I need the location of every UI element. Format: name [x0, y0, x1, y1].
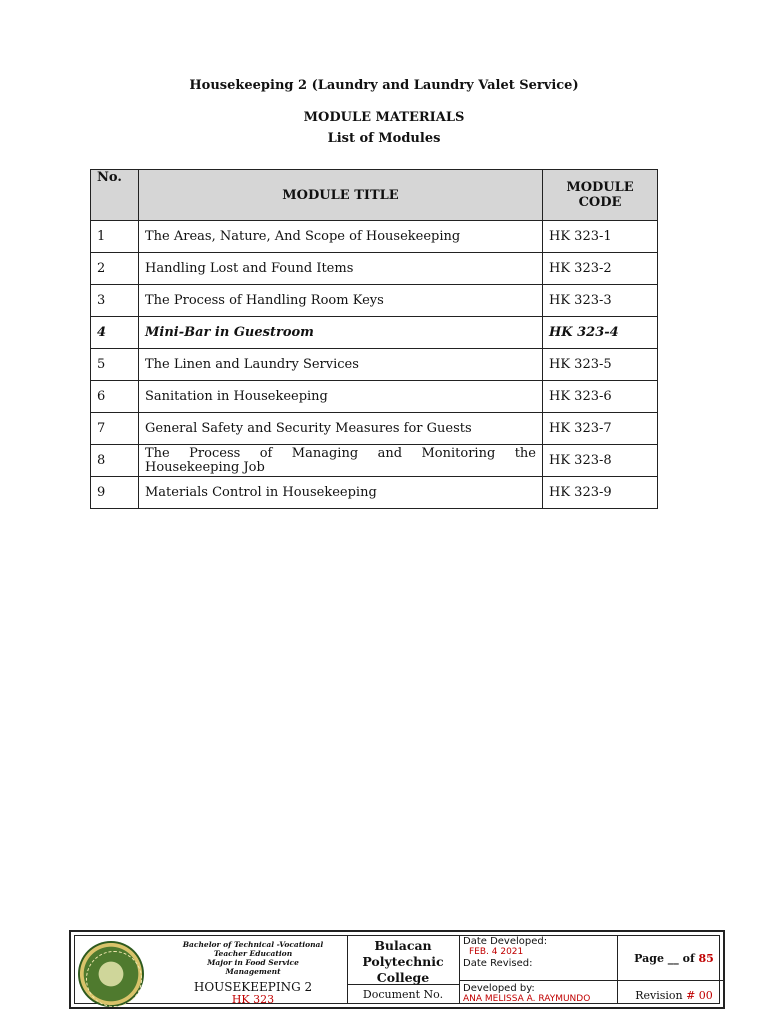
- column-header-code-line1: MODULE: [566, 180, 634, 195]
- module-title: Mini-Bar in Guestroom: [139, 317, 543, 349]
- college-name-line: College: [376, 970, 430, 985]
- college-name: [347, 938, 459, 986]
- table-header-row: [91, 170, 658, 221]
- row-number: 9: [91, 477, 139, 509]
- table-row: [91, 477, 658, 509]
- revision-indicator: [623, 989, 725, 1002]
- column-header-code-line2: CODE: [578, 195, 622, 210]
- footer-course-name: HOUSEKEEPING 2: [193, 980, 313, 994]
- date-developed-label: Date Developed:: [463, 936, 548, 947]
- footer-divider: [459, 936, 460, 1003]
- page-indicator: [623, 952, 725, 965]
- developed-by-value: ANA MELISSA A. RAYMUNDO: [463, 994, 591, 1004]
- program-line: Teacher Education: [213, 949, 293, 958]
- module-title: Handling Lost and Found Items: [139, 253, 543, 285]
- module-code: HK 323-6: [543, 381, 658, 413]
- program-line: Bachelor of Technical -Vocational: [182, 940, 324, 949]
- module-title: General Safety and Security Measures for Guests: [139, 413, 543, 445]
- footer-divider: [459, 980, 617, 981]
- row-number: 7: [91, 413, 139, 445]
- program-description: [153, 940, 353, 976]
- row-number: 6: [91, 381, 139, 413]
- module-code: HK 323-9: [543, 477, 658, 509]
- table-row: [91, 445, 658, 477]
- footer-divider: [617, 980, 725, 981]
- module-title: The Process of Managing and Monitoring the Housekeeping Job: [139, 445, 543, 477]
- date-developed-value: FEB. 4 2021: [469, 947, 524, 957]
- college-name-line: Bulacan: [374, 938, 432, 953]
- document-number-label: Document No.: [362, 988, 444, 1001]
- row-number: 8: [91, 445, 139, 477]
- course-title: Housekeeping 2 (Laundry and Laundry Valet Service): [189, 78, 579, 93]
- row-number: 4: [91, 317, 139, 349]
- table-row: [91, 413, 658, 445]
- college-name-line: Polytechnic: [362, 954, 444, 969]
- module-code: HK 323-3: [543, 285, 658, 317]
- section-title: MODULE MATERIALS: [303, 110, 465, 125]
- footer-divider: [617, 936, 618, 1003]
- page-label: Page __ of: [634, 952, 695, 965]
- modules-table: [90, 169, 658, 509]
- module-code: HK 323-2: [543, 253, 658, 285]
- module-code: HK 323-8: [543, 445, 658, 477]
- row-number: 3: [91, 285, 139, 317]
- table-row: [91, 317, 658, 349]
- program-line: Major in Food Service: [207, 958, 299, 967]
- date-revised-label: Date Revised:: [463, 958, 533, 969]
- module-title: The Process of Handling Room Keys: [139, 285, 543, 317]
- table-row: [91, 381, 658, 413]
- footer-frame: [74, 935, 720, 1004]
- developed-by-label: Developed by:: [463, 983, 535, 994]
- column-header-no: No.: [91, 170, 139, 221]
- module-code: HK 323-4: [543, 317, 658, 349]
- revision-label: Revision: [635, 989, 683, 1002]
- row-number: 1: [91, 221, 139, 253]
- column-header-title: MODULE TITLE: [139, 170, 543, 221]
- row-number: 5: [91, 349, 139, 381]
- module-title: The Linen and Laundry Services: [139, 349, 543, 381]
- revision-value: # 00: [686, 989, 713, 1002]
- page-total: 85: [698, 952, 714, 965]
- module-code: HK 323-5: [543, 349, 658, 381]
- module-code: HK 323-7: [543, 413, 658, 445]
- module-title: The Areas, Nature, And Scope of Housekeeping: [139, 221, 543, 253]
- subtitle: List of Modules: [327, 131, 441, 146]
- module-title: Sanitation in Housekeeping: [139, 381, 543, 413]
- table-row: [91, 285, 658, 317]
- program-line: Management: [225, 967, 281, 976]
- module-title: Materials Control in Housekeeping: [139, 477, 543, 509]
- footer-course-code: HK 323: [231, 993, 275, 1006]
- table-row: [91, 349, 658, 381]
- column-header-code: [543, 170, 658, 221]
- table-row: [91, 221, 658, 253]
- college-seal-logo: [78, 941, 144, 1007]
- row-number: 2: [91, 253, 139, 285]
- module-code: HK 323-1: [543, 221, 658, 253]
- table-row: [91, 253, 658, 285]
- document-footer: [69, 930, 725, 1009]
